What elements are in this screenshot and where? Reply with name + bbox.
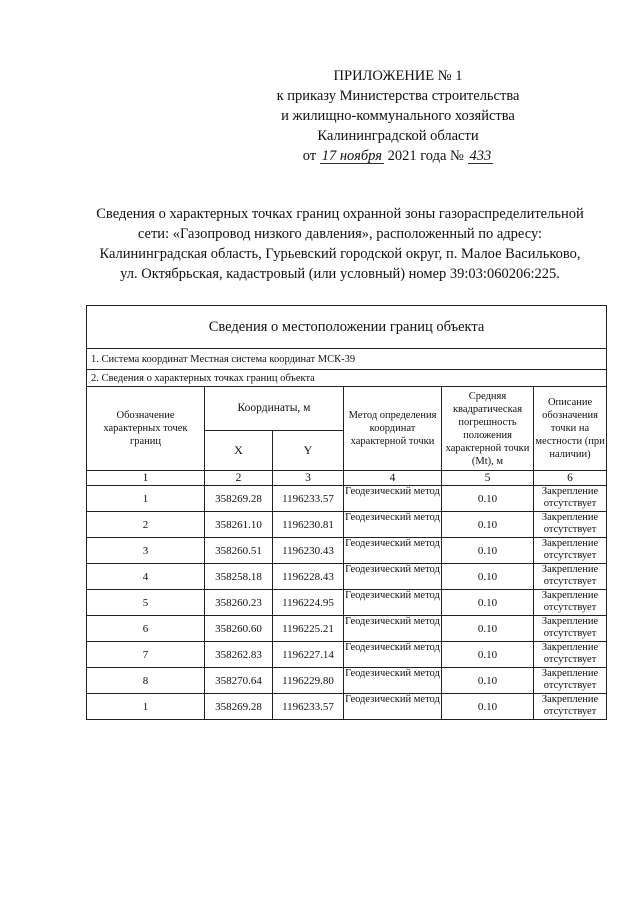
handwritten-date: 17 ноября	[321, 148, 382, 164]
cell-desc: Закрепление отсутствует	[534, 486, 607, 512]
cell-x: 358261.10	[205, 512, 273, 538]
cell-method: Геодезический метод	[344, 616, 442, 642]
cell-error: 0.10	[442, 642, 534, 668]
header-description: Описание обозначения точки на местности (при наличии)	[534, 387, 607, 471]
cell-y: 1196230.81	[273, 512, 344, 538]
cell-error: 0.10	[442, 512, 534, 538]
cell-point: 7	[87, 642, 205, 668]
cell-x: 358258.18	[205, 564, 273, 590]
cell-point: 5	[87, 590, 205, 616]
cell-x: 358260.60	[205, 616, 273, 642]
cell-x: 358270.64	[205, 668, 273, 694]
table-row	[87, 616, 607, 642]
table-row	[87, 564, 607, 590]
col-number: 4	[344, 471, 442, 486]
col-number: 5	[442, 471, 534, 486]
title-line-2: сети: «Газопровод низкого давления», расположенный по адресу:	[137, 226, 543, 242]
cell-method: Геодезический метод	[344, 668, 442, 694]
cell-desc: Закрепление отсутствует	[534, 564, 607, 590]
cell-method: Геодезический метод	[344, 564, 442, 590]
date-suffix: 2021 года №	[387, 148, 464, 164]
appendix-title: ПРИЛОЖЕНИЕ № 1	[333, 68, 463, 84]
cell-x: 358262.83	[205, 642, 273, 668]
cell-y: 1196229.80	[273, 668, 344, 694]
handwritten-number: 433	[469, 148, 492, 164]
cell-point: 1	[87, 486, 205, 512]
table-row	[87, 694, 607, 720]
header-x: X	[205, 431, 273, 471]
cell-y: 1196225.21	[273, 616, 344, 642]
col-number: 1	[87, 471, 205, 486]
table-row	[87, 642, 607, 668]
cell-point: 3	[87, 538, 205, 564]
cell-error: 0.10	[442, 538, 534, 564]
header-y: Y	[273, 431, 344, 471]
points-section-title: 2. Сведения о характерных точках границ объекта	[87, 370, 607, 387]
cell-y: 1196230.43	[273, 538, 344, 564]
cell-x: 358269.28	[205, 694, 273, 720]
table-row	[87, 590, 607, 616]
coordinate-system: 1. Система координат Местная система координат МСК-39	[87, 349, 607, 370]
cell-error: 0.10	[442, 668, 534, 694]
cell-method: Геодезический метод	[344, 512, 442, 538]
title-line-4: ул. Октябрьская, кадастровый (или условный) номер 39:03:060206:225.	[120, 266, 560, 282]
cell-method: Геодезический метод	[344, 486, 442, 512]
cell-x: 358260.23	[205, 590, 273, 616]
cell-x: 358260.51	[205, 538, 273, 564]
cell-x: 358269.28	[205, 486, 273, 512]
cell-point: 4	[87, 564, 205, 590]
column-numbers-row	[87, 471, 607, 486]
table-row	[87, 668, 607, 694]
cell-desc: Закрепление отсутствует	[534, 694, 607, 720]
cell-error: 0.10	[442, 486, 534, 512]
cell-method: Геодезический метод	[344, 642, 442, 668]
cell-point: 6	[87, 616, 205, 642]
header-method: Метод определения координат характерной точки	[344, 387, 442, 471]
cell-y: 1196233.57	[273, 486, 344, 512]
order-line-2: и жилищно-коммунального хозяйства	[281, 108, 515, 124]
col-number: 6	[534, 471, 607, 486]
cell-desc: Закрепление отсутствует	[534, 538, 607, 564]
cell-error: 0.10	[442, 564, 534, 590]
cell-point: 2	[87, 512, 205, 538]
title-line-3: Калининградская область, Гурьевский городской округ, п. Малое Васильково,	[99, 246, 581, 262]
title-line-1: Сведения о характерных точках границ охранной зоны газораспределительной	[96, 206, 584, 222]
cell-y: 1196233.57	[273, 694, 344, 720]
cell-y: 1196227.14	[273, 642, 344, 668]
order-date-line	[248, 146, 548, 166]
cell-desc: Закрепление отсутствует	[534, 642, 607, 668]
appendix-header	[248, 66, 548, 166]
date-prefix: от	[302, 148, 317, 164]
table-caption: Сведения о местоположении границ объекта	[87, 306, 607, 349]
cell-desc: Закрепление отсутствует	[534, 590, 607, 616]
boundary-points-table	[86, 305, 607, 720]
order-line-1: к приказу Министерства строительства	[276, 88, 520, 104]
cell-point: 1	[87, 694, 205, 720]
col-number: 2	[205, 471, 273, 486]
table-row	[87, 486, 607, 512]
cell-y: 1196228.43	[273, 564, 344, 590]
cell-desc: Закрепление отсутствует	[534, 668, 607, 694]
document-title	[70, 204, 610, 284]
cell-error: 0.10	[442, 590, 534, 616]
cell-method: Геодезический метод	[344, 590, 442, 616]
cell-error: 0.10	[442, 616, 534, 642]
order-line-3: Калининградской области	[317, 128, 479, 144]
col-number: 3	[273, 471, 344, 486]
cell-desc: Закрепление отсутствует	[534, 616, 607, 642]
cell-point: 8	[87, 668, 205, 694]
cell-desc: Закрепление отсутствует	[534, 512, 607, 538]
cell-error: 0.10	[442, 694, 534, 720]
header-point: Обозначение характерных точек границ	[87, 387, 205, 471]
header-error: Средняя квадратическая погрешность положения характерной точки (Mt), м	[442, 387, 534, 471]
header-coords: Координаты, м	[205, 387, 344, 431]
cell-y: 1196224.95	[273, 590, 344, 616]
table-row	[87, 538, 607, 564]
table-row	[87, 512, 607, 538]
cell-method: Геодезический метод	[344, 538, 442, 564]
cell-method: Геодезический метод	[344, 694, 442, 720]
